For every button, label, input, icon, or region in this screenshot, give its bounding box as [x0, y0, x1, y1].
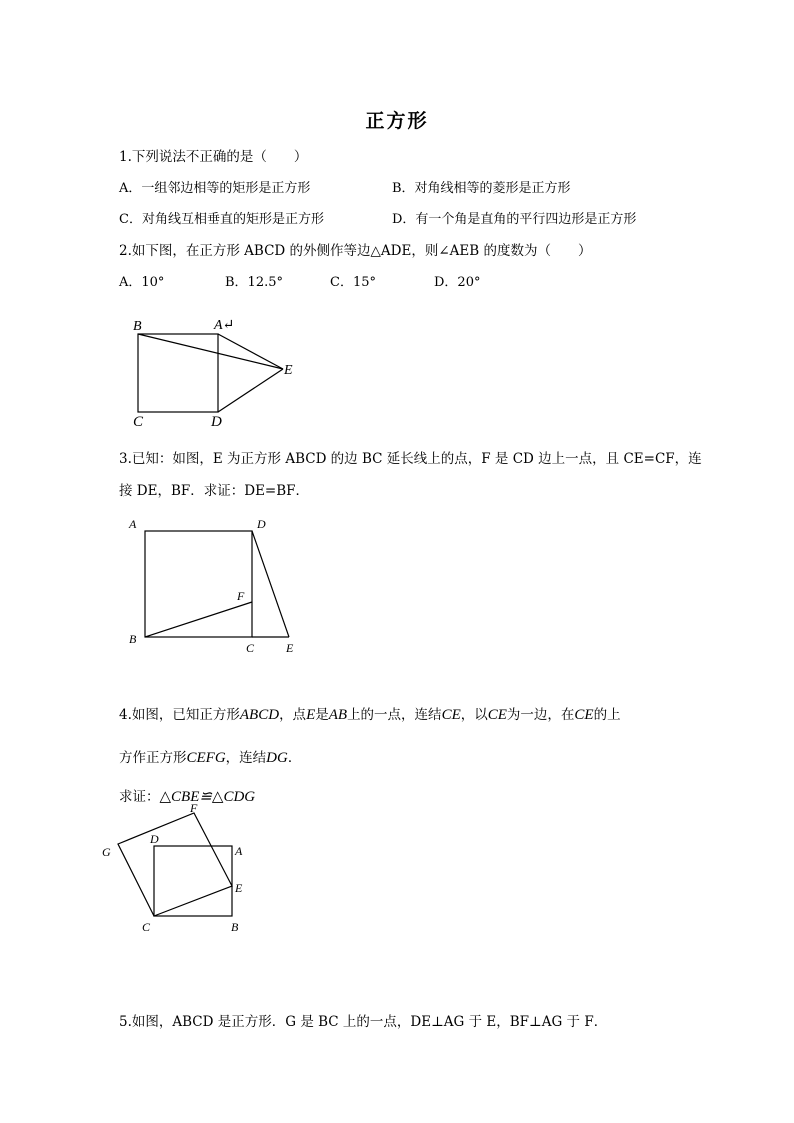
- question-2-stem: 2.如下图，在正方形 ABCD 的外侧作等边△ADE，则∠AEB 的度数为（ ）: [119, 243, 592, 259]
- label-b: B: [231, 920, 239, 934]
- question-4-text: ．: [287, 750, 302, 766]
- label-a: A: [235, 844, 243, 858]
- label-b: B: [133, 319, 142, 334]
- label-a: A↵: [214, 318, 235, 333]
- question-4-line-1: [119, 703, 621, 724]
- label-d: D: [257, 517, 266, 531]
- label-g: G: [102, 845, 111, 859]
- question-4-text: 是: [315, 707, 329, 723]
- question-4-line-2: [119, 746, 301, 767]
- math-e: E: [306, 707, 316, 723]
- square-abcd: [145, 531, 252, 637]
- math-ce: CE: [574, 707, 594, 723]
- math-ab: AB: [328, 707, 348, 723]
- label-f: F: [237, 589, 245, 603]
- question-4-text: 方作正方形: [119, 750, 187, 766]
- prove-label: 求证：: [119, 789, 160, 805]
- question-4-figure: [98, 800, 258, 940]
- segment-ae: [218, 334, 283, 369]
- segment-de: [252, 531, 289, 637]
- label-c: C: [142, 920, 151, 934]
- question-3-figure: [120, 512, 310, 658]
- question-4-text: 的上: [593, 707, 621, 723]
- segment-de: [218, 369, 283, 412]
- question-1-option-a: A．一组邻边相等的矩形是正方形: [119, 181, 311, 196]
- label-c: C: [133, 414, 144, 430]
- label-f: F: [190, 801, 198, 815]
- label-c: C: [246, 641, 255, 655]
- question-3-line-2: 接 DE，BF．求证：DE=BF．: [119, 483, 310, 499]
- math-abcd: ABCD: [239, 707, 280, 723]
- question-2-option-a: A．10°: [119, 275, 165, 290]
- question-1-option-d: D．有一个角是直角的平行四边形是正方形: [392, 212, 637, 227]
- question-4-text: ，连结: [225, 750, 267, 766]
- question-2-option-d: D．20°: [434, 275, 481, 290]
- question-1-stem: 1.下列说法不正确的是（ ）: [119, 149, 308, 165]
- label-b: B: [129, 632, 137, 646]
- math-dg: DG: [266, 750, 288, 766]
- math-cefg: CEFG: [186, 750, 226, 766]
- question-4-text: 为一边，在: [506, 707, 575, 723]
- question-4-text: ，点: [279, 707, 307, 723]
- question-4-text: 上的一点，连结: [347, 707, 442, 723]
- square-abcd: [154, 846, 232, 916]
- label-e: E: [235, 881, 243, 895]
- question-2-option-b: B．12.5°: [225, 275, 283, 290]
- label-a: A: [129, 517, 137, 531]
- label-e: E: [286, 641, 294, 655]
- label-d: D: [150, 832, 159, 846]
- question-4-text: ，以: [460, 707, 488, 723]
- square-abcd: [138, 334, 218, 412]
- label-e: E: [284, 363, 293, 378]
- question-3-line-1: 3.已知：如图，E 为正方形 ABCD 的边 BC 延长线上的点，F 是 CD 边上一点，且 CE=CF，连: [119, 451, 702, 467]
- question-5-stem: 5.如图，ABCD 是正方形．G 是 BC 上的一点，DE⊥AG 于 E，BF⊥AG 于 F．: [119, 1014, 608, 1030]
- segment-be: [138, 334, 283, 369]
- math-ce: CE: [441, 707, 461, 723]
- label-d: D: [211, 414, 222, 430]
- question-2-figure: [125, 312, 315, 434]
- question-2-option-c: C．15°: [330, 275, 376, 290]
- page-title: 正方形: [365, 110, 429, 132]
- question-1-option-b: B．对角线相等的菱形是正方形: [392, 181, 571, 196]
- math-ce: CE: [487, 707, 507, 723]
- segment-bf: [145, 602, 252, 637]
- square-cefg: [118, 813, 232, 916]
- question-1-option-c: C．对角线互相垂直的矩形是正方形: [119, 212, 324, 227]
- question-4-text: 4.如图，已知正方形: [119, 707, 240, 723]
- prove-statement: △CBE≌△CDG: [159, 789, 256, 805]
